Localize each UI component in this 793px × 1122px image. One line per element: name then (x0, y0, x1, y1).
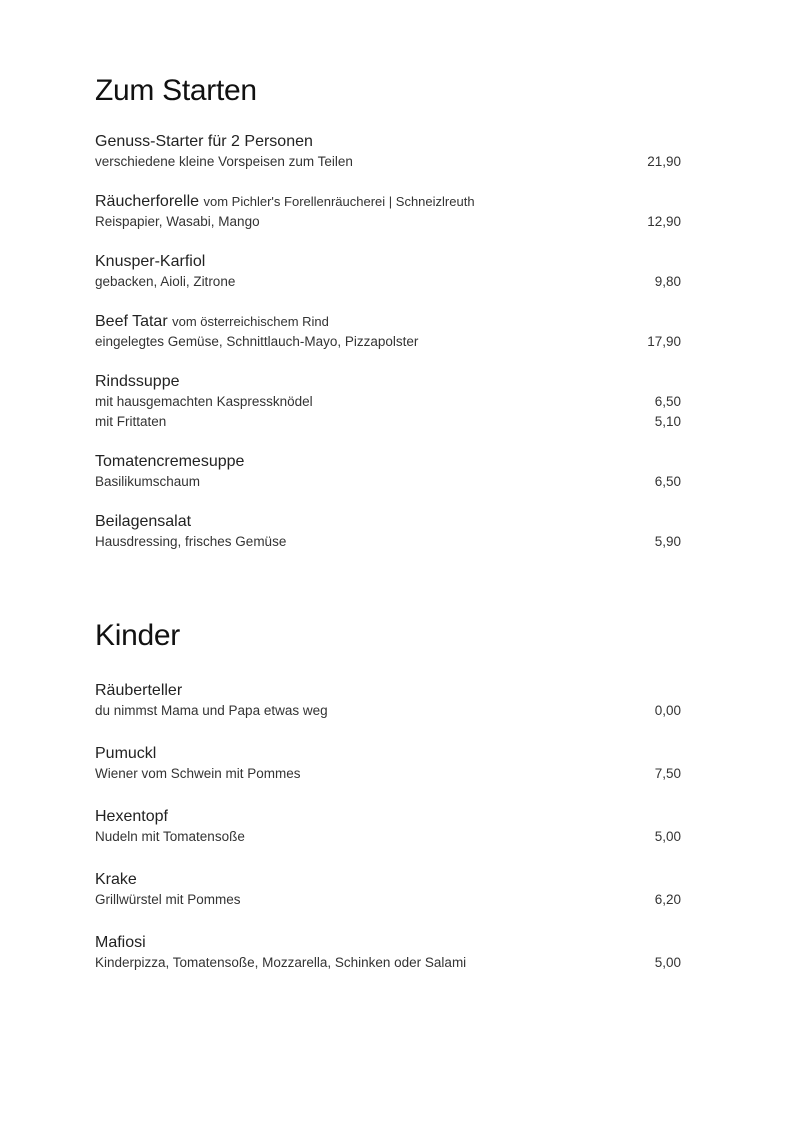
menu-item-line (95, 392, 681, 412)
menu-item-description: Nudeln mit Tomatensoße (95, 829, 245, 844)
menu-item-price: 6,50 (654, 394, 681, 409)
menu-item-name: Genuss-Starter für 2 Personen (95, 133, 313, 150)
menu-item (95, 680, 681, 721)
menu-item-line (95, 701, 681, 721)
menu-item-description: eingelegtes Gemüse, Schnittlauch-Mayo, Pizzapolster (95, 334, 419, 349)
menu-item-line (95, 827, 681, 847)
menu-item-description: gebacken, Aioli, Zitrone (95, 274, 236, 289)
menu-item-header (95, 806, 681, 827)
menu-item-name: Tomatencremesuppe (95, 453, 245, 470)
menu-item-header (95, 511, 681, 532)
menu-item-price: 0,00 (654, 703, 681, 718)
menu-item (95, 932, 681, 973)
menu-item-line (95, 332, 681, 352)
menu-item (95, 511, 681, 552)
menu-item-line (95, 764, 681, 784)
menu-item-note: vom Pichler's Forellenräucherei | Schneizlreuth (203, 194, 475, 209)
menu-item-price: 9,80 (654, 274, 681, 289)
menu-item-line (95, 472, 681, 492)
menu-item-line (95, 890, 681, 910)
menu-item (95, 743, 681, 784)
menu-item (95, 806, 681, 847)
section-title: Zum Starten (95, 74, 257, 107)
menu-item (95, 191, 681, 232)
menu-item-description: verschiedene kleine Vorspeisen zum Teilen (95, 154, 353, 169)
menu-item-price: 5,00 (654, 829, 681, 844)
menu-item-name: Räuberteller (95, 682, 183, 699)
menu-item-header (95, 451, 681, 472)
menu-item-line (95, 953, 681, 973)
menu-item-header (95, 131, 681, 152)
menu-item-name: Beilagensalat (95, 513, 192, 530)
menu-item-description: mit Frittaten (95, 414, 167, 429)
menu-item-description: du nimmst Mama und Papa etwas weg (95, 703, 328, 718)
menu-item-line (95, 532, 681, 552)
menu-item-line (95, 412, 681, 432)
menu-item-header (95, 932, 681, 953)
section-title: Kinder (95, 619, 180, 652)
menu-item-description: Grillwürstel mit Pommes (95, 892, 241, 907)
menu-item-description: Wiener vom Schwein mit Pommes (95, 766, 301, 781)
menu-item-description: mit hausgemachten Kaspressknödel (95, 394, 313, 409)
section-kinder (95, 617, 681, 995)
menu-item-header (95, 743, 681, 764)
menu-item-description: Reispapier, Wasabi, Mango (95, 214, 260, 229)
menu-item-header (95, 251, 681, 272)
menu-item-description: Basilikumschaum (95, 474, 201, 489)
menu-item-price: 5,10 (654, 414, 681, 429)
menu-item-description: Hausdressing, frisches Gemüse (95, 534, 287, 549)
menu-item-price: 6,50 (654, 474, 681, 489)
menu-item-note: vom österreichischem Rind (172, 314, 329, 329)
menu-item-header (95, 191, 681, 212)
menu-item (95, 869, 681, 910)
menu-item-name: Beef Tatar (95, 313, 168, 330)
menu-item-price: 5,00 (654, 955, 681, 970)
menu-item (95, 371, 681, 432)
menu-item-name: Hexentopf (95, 808, 168, 825)
menu-item (95, 131, 681, 172)
menu-item-price: 21,90 (647, 154, 681, 169)
menu-item-header (95, 869, 681, 890)
menu-item-header (95, 311, 681, 332)
menu-item-price: 12,90 (647, 214, 681, 229)
menu-item-description: Kinderpizza, Tomatensoße, Mozzarella, Schinken oder Salami (95, 955, 467, 970)
menu-item-name: Mafiosi (95, 934, 146, 951)
menu-item-price: 17,90 (647, 334, 681, 349)
menu-item (95, 251, 681, 292)
menu-item-line (95, 152, 681, 172)
menu-item-name: Knusper-Karfiol (95, 253, 206, 270)
menu-item-price: 5,90 (654, 534, 681, 549)
menu-item-name: Räucherforelle (95, 193, 200, 210)
menu-item-price: 7,50 (654, 766, 681, 781)
menu-item-name: Pumuckl (95, 745, 157, 762)
menu-item (95, 451, 681, 492)
menu-item-price: 6,20 (654, 892, 681, 907)
menu-item (95, 311, 681, 352)
menu-item-line (95, 212, 681, 232)
menu-item-name: Krake (95, 871, 137, 888)
menu-item-line (95, 272, 681, 292)
menu-item-header (95, 680, 681, 701)
menu-item-name: Rindssuppe (95, 373, 180, 390)
menu-item-header (95, 371, 681, 392)
section-zum-starten (95, 72, 681, 571)
